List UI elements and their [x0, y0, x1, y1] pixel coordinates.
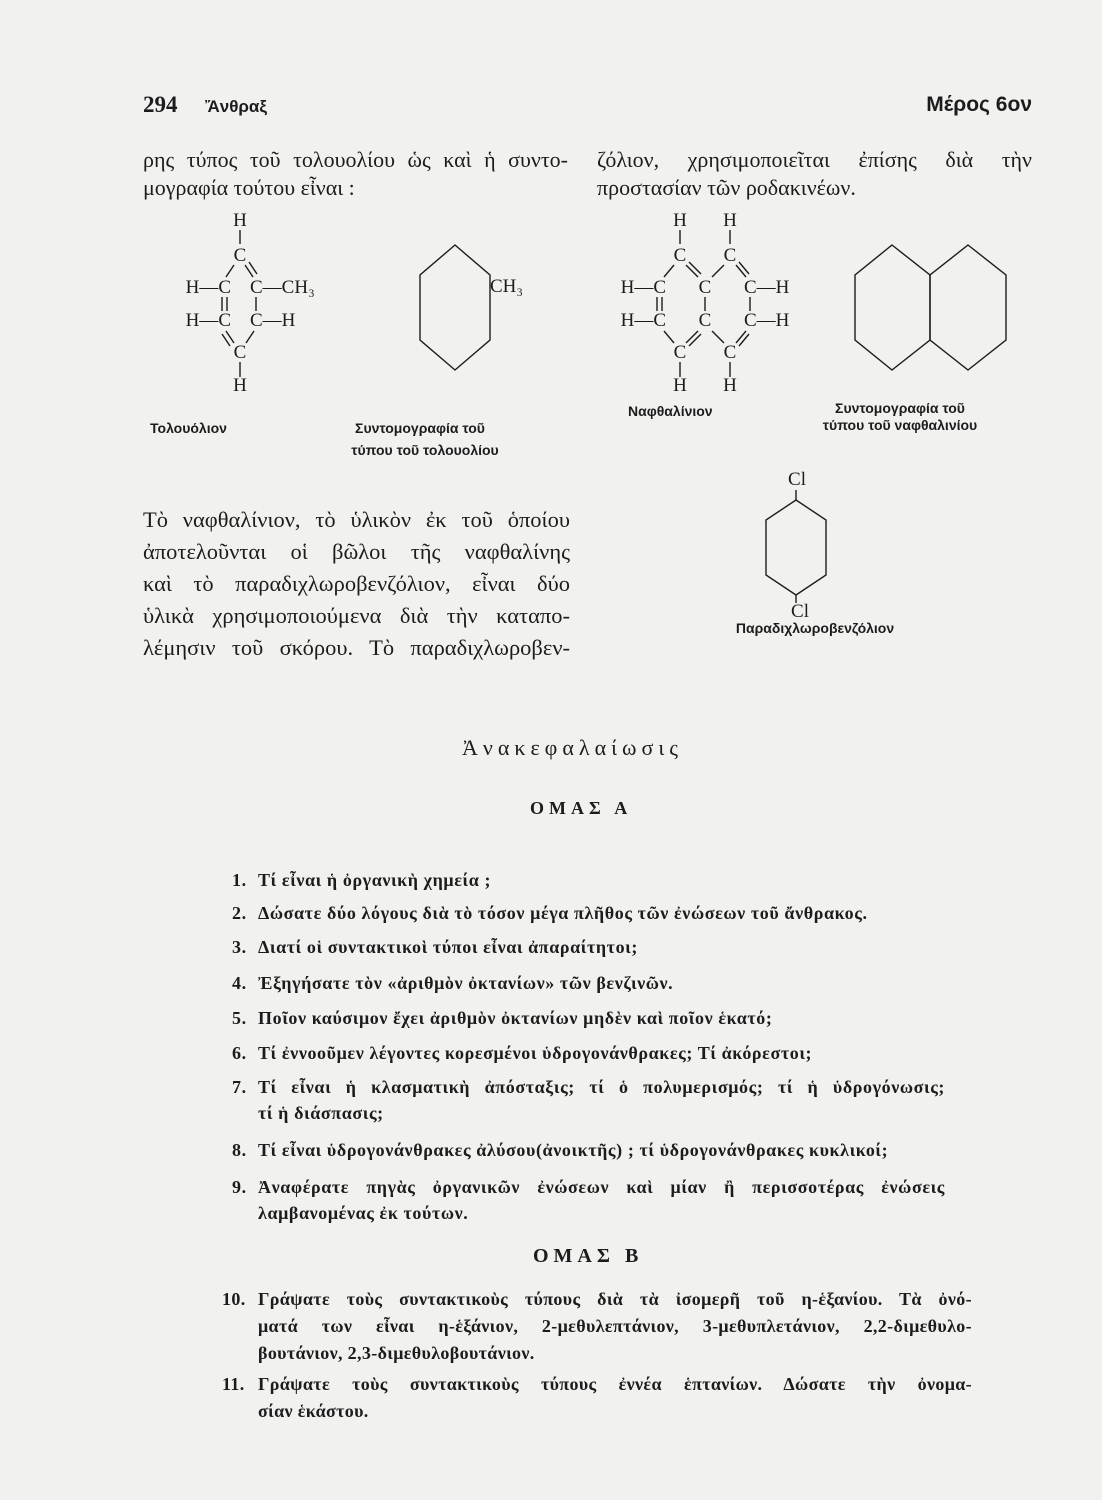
- question-text: βουτάνιον, 2,3-διμεθυλοβουτάνιον.: [258, 1343, 535, 1363]
- running-head-chapter: Ἄνθραξ: [205, 97, 267, 116]
- text-line: Τὸ ναφθαλίνιον, τὸ ὑλικὸν ἐκ τοῦ ὁποίου: [143, 507, 570, 532]
- atom-label: H: [233, 375, 247, 396]
- page-number: 294: [143, 92, 178, 117]
- question-number: 9.: [232, 1177, 247, 1197]
- atom-label: H: [673, 375, 687, 396]
- question-number: 2.: [232, 903, 247, 923]
- atom-label: H—C: [185, 310, 231, 331]
- bond: [736, 265, 746, 277]
- atom-label: C: [233, 342, 247, 363]
- toluene-caption: Τολουόλιον: [150, 420, 227, 436]
- body-paragraph: [143, 504, 570, 664]
- benzene-ring: [766, 500, 826, 595]
- text-line: μογραφία τούτου εἶναι :: [143, 175, 355, 200]
- atom-label: C: [673, 245, 687, 266]
- question-text: Γράψατε τοὺς συντακτικοὺς τύπους διὰ τὰ ἰσομερῆ τοῦ η-ἑξανίου. Τὰ ὀνό-: [258, 1289, 972, 1309]
- question-9: [0, 1174, 1102, 1234]
- text-line: ρης τύπος τοῦ τολουολίου ὡς καὶ ἡ συντο-: [143, 147, 568, 172]
- question-number: 3.: [232, 937, 247, 957]
- question-number: 7.: [232, 1077, 247, 1097]
- question-text: Ἐξηγήσατε τὸν «ἀριθμὸν ὀκτανίων» τῶν βενζινῶν.: [258, 973, 674, 993]
- atom-label: C: [723, 342, 737, 363]
- atom-label: C: [723, 245, 737, 266]
- atom-label: Cl: [788, 469, 806, 490]
- question-text: Δώσατε δύο λόγους διὰ τὸ τόσον μέγα πλῆθος τῶν ἐνώσεων τοῦ ἄνθρακος.: [258, 903, 868, 923]
- bond: [689, 334, 701, 346]
- shorthand-caption: Συντομογραφία τοῦ: [355, 420, 485, 436]
- dichlorobenzene-caption: Παραδιχλωροβενζόλιον: [735, 620, 895, 636]
- question-text: ματά των εἶναι η-ἑξάνιον, 2-μεθυλεπτάνιον, 3-μεθυπλετάνιον, 2,2-διμεθυλο-: [258, 1316, 972, 1336]
- question-11: [0, 1371, 1102, 1461]
- section-title: Ἀνακεφαλαίωσις: [462, 735, 683, 760]
- question-7: [0, 1074, 1102, 1134]
- bond: [712, 265, 724, 277]
- benzene-ring: [855, 245, 930, 370]
- benzene-ring: [420, 245, 490, 370]
- toluene-structural-formula: [150, 210, 315, 436]
- question-text: τί ἡ διάσπασις;: [258, 1103, 384, 1123]
- naphthalene-shorthand: [823, 245, 1006, 433]
- shorthand-caption: Συντομογραφία τοῦ: [835, 400, 965, 416]
- shorthand-caption: τύπου τοῦ τολουολίου: [351, 442, 499, 458]
- question-text: Τί εἶναι ἡ κλασματικὴ ἀπόσταξις; τί ὁ πολυμερισμός; τί ἡ ὑδρογόνωσις;: [258, 1077, 945, 1097]
- bond: [246, 331, 254, 343]
- atom-label: H: [723, 375, 737, 396]
- atom-label: C: [233, 245, 247, 266]
- bond: [739, 262, 749, 274]
- benzene-ring: [930, 245, 1006, 370]
- atom-label: C: [673, 342, 687, 363]
- text-line: ὑλικὰ χρησιμοποιούμενα διὰ τὴν καταπο-: [143, 603, 570, 628]
- question-text: Διατί οἱ συντακτικοὶ τύποι εἶναι ἀπαραίτητοι;: [258, 937, 638, 957]
- bond: [739, 334, 749, 346]
- question-text: Τί ἐννοοῦμεν λέγοντες κορεσμένοι ὑδρογονάνθρακες; Τί ἀκόρεστοι;: [258, 1043, 813, 1063]
- atom-label: C—H: [744, 277, 790, 298]
- question-number: 11.: [222, 1374, 245, 1394]
- atom-label: C—H: [250, 310, 296, 331]
- naphthalene-structural-formula: [621, 210, 790, 419]
- atom-label: C: [698, 310, 712, 331]
- question-text: Ποῖον καύσιμον ἔχει ἀριθμὸν ὀκτανίων μηδὲν καὶ ποῖον ἑκατό;: [258, 1008, 773, 1028]
- toluene-shorthand: [351, 245, 523, 458]
- question-number: 4.: [232, 973, 247, 993]
- atom-label: C: [698, 277, 712, 298]
- question-number: 6.: [232, 1043, 247, 1063]
- text-line: ἀποτελοῦνται οἱ βῶλοι τῆς ναφθαλίνης: [143, 539, 570, 564]
- question-text: Γράψατε τοὺς συντακτικοὺς τύπους ἐννέα ἑπτανίων. Δώσατε τὴν ὀνομα-: [258, 1374, 972, 1394]
- text-line: καὶ τὸ παραδιχλωροβενζόλιον, εἶναι δύο: [143, 571, 570, 596]
- bond: [712, 331, 724, 343]
- group-heading-a: ΟΜΑΣ Α: [530, 798, 633, 818]
- atom-label: H: [673, 210, 687, 231]
- text-line: προστασίαν τῶν ροδακινέων.: [597, 175, 856, 200]
- question-number: 10.: [222, 1289, 246, 1309]
- group-heading-b: ΟΜΑΣ Β: [533, 1245, 644, 1267]
- bond: [689, 262, 701, 274]
- methyl-label: CH₃: [490, 276, 524, 297]
- bond: [686, 265, 698, 277]
- question-text: Τί εἶναι ἡ ὀργανικὴ χημεία ;: [258, 870, 492, 890]
- atom-label: Cl: [791, 601, 809, 622]
- atom-label: C—H: [744, 310, 790, 331]
- shorthand-caption: τύπου τοῦ ναφθαλινίου: [822, 417, 978, 433]
- text-line: λέμησιν τοῦ σκόρου. Τὸ παραδιχλωροβεν-: [143, 635, 570, 660]
- atom-label: H: [723, 210, 737, 231]
- question-text: σίαν ἑκάστου.: [258, 1401, 369, 1421]
- question-number: 8.: [232, 1140, 247, 1160]
- question-text: Ἀναφέρατε πηγὰς ὀργανικῶν ἐνώσεων καὶ μίαν ἢ περισσοτέρας ἐνώσεις: [258, 1177, 945, 1197]
- bond: [226, 265, 234, 277]
- atom-label: H—C: [620, 310, 666, 331]
- bond: [664, 331, 674, 343]
- atom-label: H—C: [620, 277, 666, 298]
- atom-label: H: [233, 210, 247, 231]
- running-head-part: Μέρος 6ον: [926, 93, 1032, 116]
- naphthalene-caption: Ναφθαλίνιον: [628, 403, 713, 419]
- atom-label: H—C: [185, 277, 231, 298]
- question-text: λαμβανομένας ἐκ τούτων.: [258, 1203, 469, 1223]
- question-number: 5.: [232, 1008, 247, 1028]
- bond: [686, 331, 698, 343]
- dichlorobenzene-formula: [736, 469, 894, 636]
- bond: [664, 265, 674, 277]
- question-text: Τί εἶναι ὑδρογονάνθρακες ἀλύσου(ἀνοικτῆς) ; τί ὑδρογονάνθρακες κυκλικοί;: [258, 1140, 889, 1160]
- atom-label: C—CH₃: [250, 277, 315, 298]
- text-line: ζόλιον, χρησιμοποιεῖται ἐπίσης διὰ τὴν: [597, 147, 1032, 172]
- bond: [736, 331, 746, 343]
- question-10: [0, 1286, 1102, 1376]
- question-number: 1.: [232, 870, 247, 890]
